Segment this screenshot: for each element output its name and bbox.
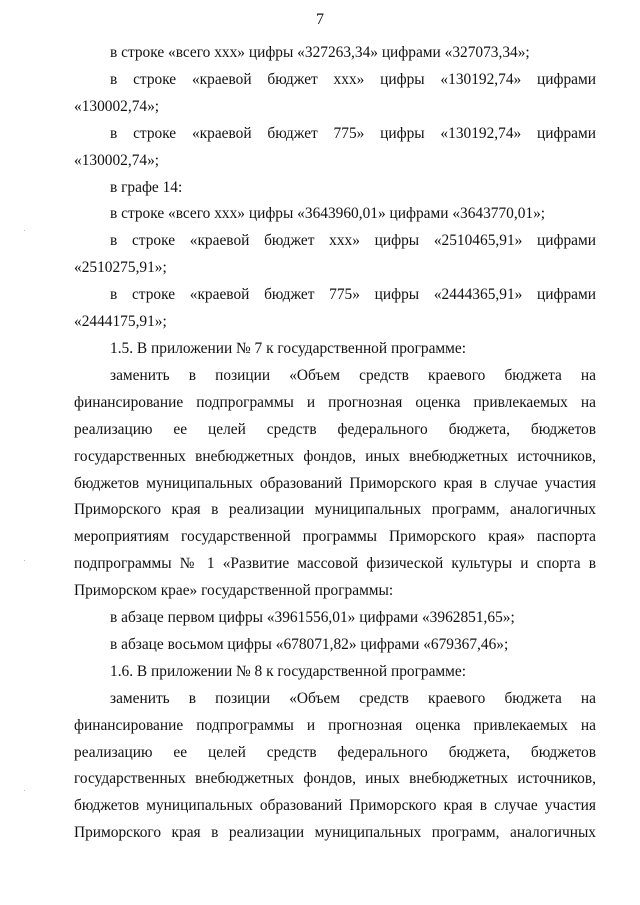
paragraph-regional-budget-xxx-row-2: в строке «краевой бюджет ххх» цифры «2510465,91» цифрами «2510275,91»;	[74, 232, 596, 277]
margin-mark	[24, 560, 25, 561]
paragraph-regional-budget-xxx-row-1: в строке «краевой бюджет ххх» цифры «130192,74» цифрами «130002,74»;	[74, 70, 596, 115]
margin-mark	[24, 790, 25, 791]
paragraph-section-1-6: 1.6. В приложении № 8 к государственной программе:	[110, 662, 467, 680]
paragraph-section-1-5: 1.5. В приложении № 7 к государственной программе:	[110, 339, 467, 357]
paragraph-replace-1-6: заменить в позиции «Объем средств краевого бюджета на финансирование подпрограммы и прогнозная оценка привлекаемых на реализацию ее целей средств федерального бюджета, бюджетов государственных внебюджетных фондов, иных внебюджетных источников, бюджетов муниципальных образований Приморского края в случае участия Приморского края в реализации муниципальных программ, аналогичных	[74, 689, 596, 842]
paragraph-total-row-2: в строке «всего ххх» цифры «3643960,01» цифрами «3643770,01»;	[110, 205, 546, 223]
paragraph-first-abzac: в абзаце первом цифры «3961556,01» цифрами «3962851,65»;	[110, 609, 515, 627]
margin-mark	[24, 230, 25, 231]
paragraph-eighth-abzac: в абзаце восьмом цифры «678071,82» цифрами «679367,46»;	[110, 635, 509, 653]
paragraph-regional-budget-775-row-2: в строке «краевой бюджет 775» цифры «2444365,91» цифрами «2444175,91»;	[74, 286, 596, 331]
page-number: 7	[316, 11, 324, 28]
paragraph-column-14: в графе 14:	[110, 178, 183, 196]
paragraph-total-row-1: в строке «всего ххх» цифры «327263,34» цифрами «327073,34»;	[110, 44, 530, 61]
paragraph-regional-budget-775-row-1: в строке «краевой бюджет 775» цифры «130192,74» цифрами «130002,74»;	[74, 124, 596, 169]
document-body	[74, 40, 596, 847]
paragraph-replace-1-5: заменить в позиции «Объем средств краевого бюджета на финансирование подпрограммы и прогнозная оценка привлекаемых на реализацию ее целей средств федерального бюджета, бюджетов государственных внебюджетных фондов, иных внебюджетных источников, бюджетов муниципальных образований Приморского края в случае участия Приморского края в реализации муниципальных программ, аналогичных мероприятиям государственной программы Приморского края» паспорта подпрограммы № 1 «Развитие массовой физической культуры и спорта в Приморском крае» государственной программы:	[74, 366, 596, 600]
